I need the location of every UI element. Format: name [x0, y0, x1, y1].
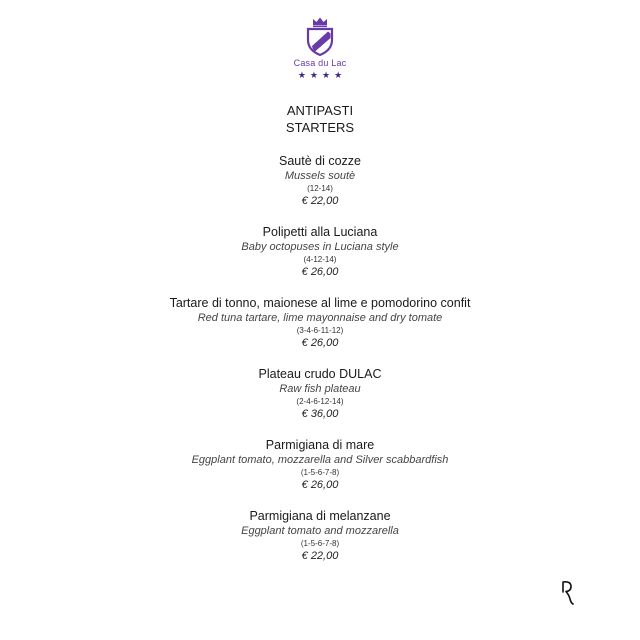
- dish-allergens: (1-5-6-7-8): [300, 468, 340, 477]
- dish-allergens: (2-4-6-12-14): [296, 397, 344, 406]
- dish-allergens: (4-12-14): [303, 255, 337, 264]
- dish-price: € 26,00: [301, 479, 339, 491]
- menu-item: [0, 153, 640, 208]
- menu-item: [0, 224, 640, 279]
- menu-item: [0, 508, 640, 563]
- dish-description: Baby octopuses in Luciana style: [241, 241, 399, 253]
- brand-name: Casa du Lac: [293, 58, 347, 68]
- section-title-english: STARTERS: [285, 120, 355, 135]
- dish-description: Mussels soutè: [284, 170, 356, 182]
- dish-price: € 26,00: [301, 337, 339, 349]
- dish-name: Tartare di tonno, maionese al lime e pomodorino confit: [169, 296, 471, 310]
- dish-allergens: (3-4-6-11-12): [296, 326, 344, 335]
- menu-header: [0, 16, 640, 81]
- dish-description: Red tuna tartare, lime mayonnaise and dry tomate: [197, 312, 443, 324]
- dish-name: Polipetti alla Luciana: [262, 225, 378, 239]
- dish-allergens: (1-5-6-7-8): [300, 539, 340, 548]
- menu-item: [0, 295, 640, 350]
- dish-name: Parmigiana di mare: [265, 438, 375, 452]
- dish-description: Eggplant tomato, mozzarella and Silver scabbardfish: [191, 454, 449, 466]
- dish-allergens: (12-14): [307, 184, 333, 193]
- menu-list: [0, 153, 640, 579]
- dish-description: Raw fish plateau: [279, 383, 361, 395]
- dish-description: Eggplant tomato and mozzarella: [241, 525, 399, 537]
- section-title-italian: ANTIPASTI: [286, 103, 354, 118]
- crest-crown-logo-icon: [305, 16, 335, 56]
- dish-price: € 36,00: [301, 408, 339, 420]
- dish-price: € 26,00: [301, 266, 339, 278]
- dish-name: Sautè di cozze: [279, 154, 361, 168]
- r-monogram-icon: [560, 580, 574, 606]
- star-rating: ★★★★: [297, 70, 347, 80]
- dish-name: Plateau crudo DULAC: [258, 367, 382, 381]
- dish-name: Parmigiana di melanzane: [249, 509, 391, 523]
- dish-price: € 22,00: [301, 550, 339, 562]
- menu-item: [0, 437, 640, 492]
- dish-price: € 22,00: [301, 195, 339, 207]
- menu-item: [0, 366, 640, 421]
- section-title: [0, 102, 640, 136]
